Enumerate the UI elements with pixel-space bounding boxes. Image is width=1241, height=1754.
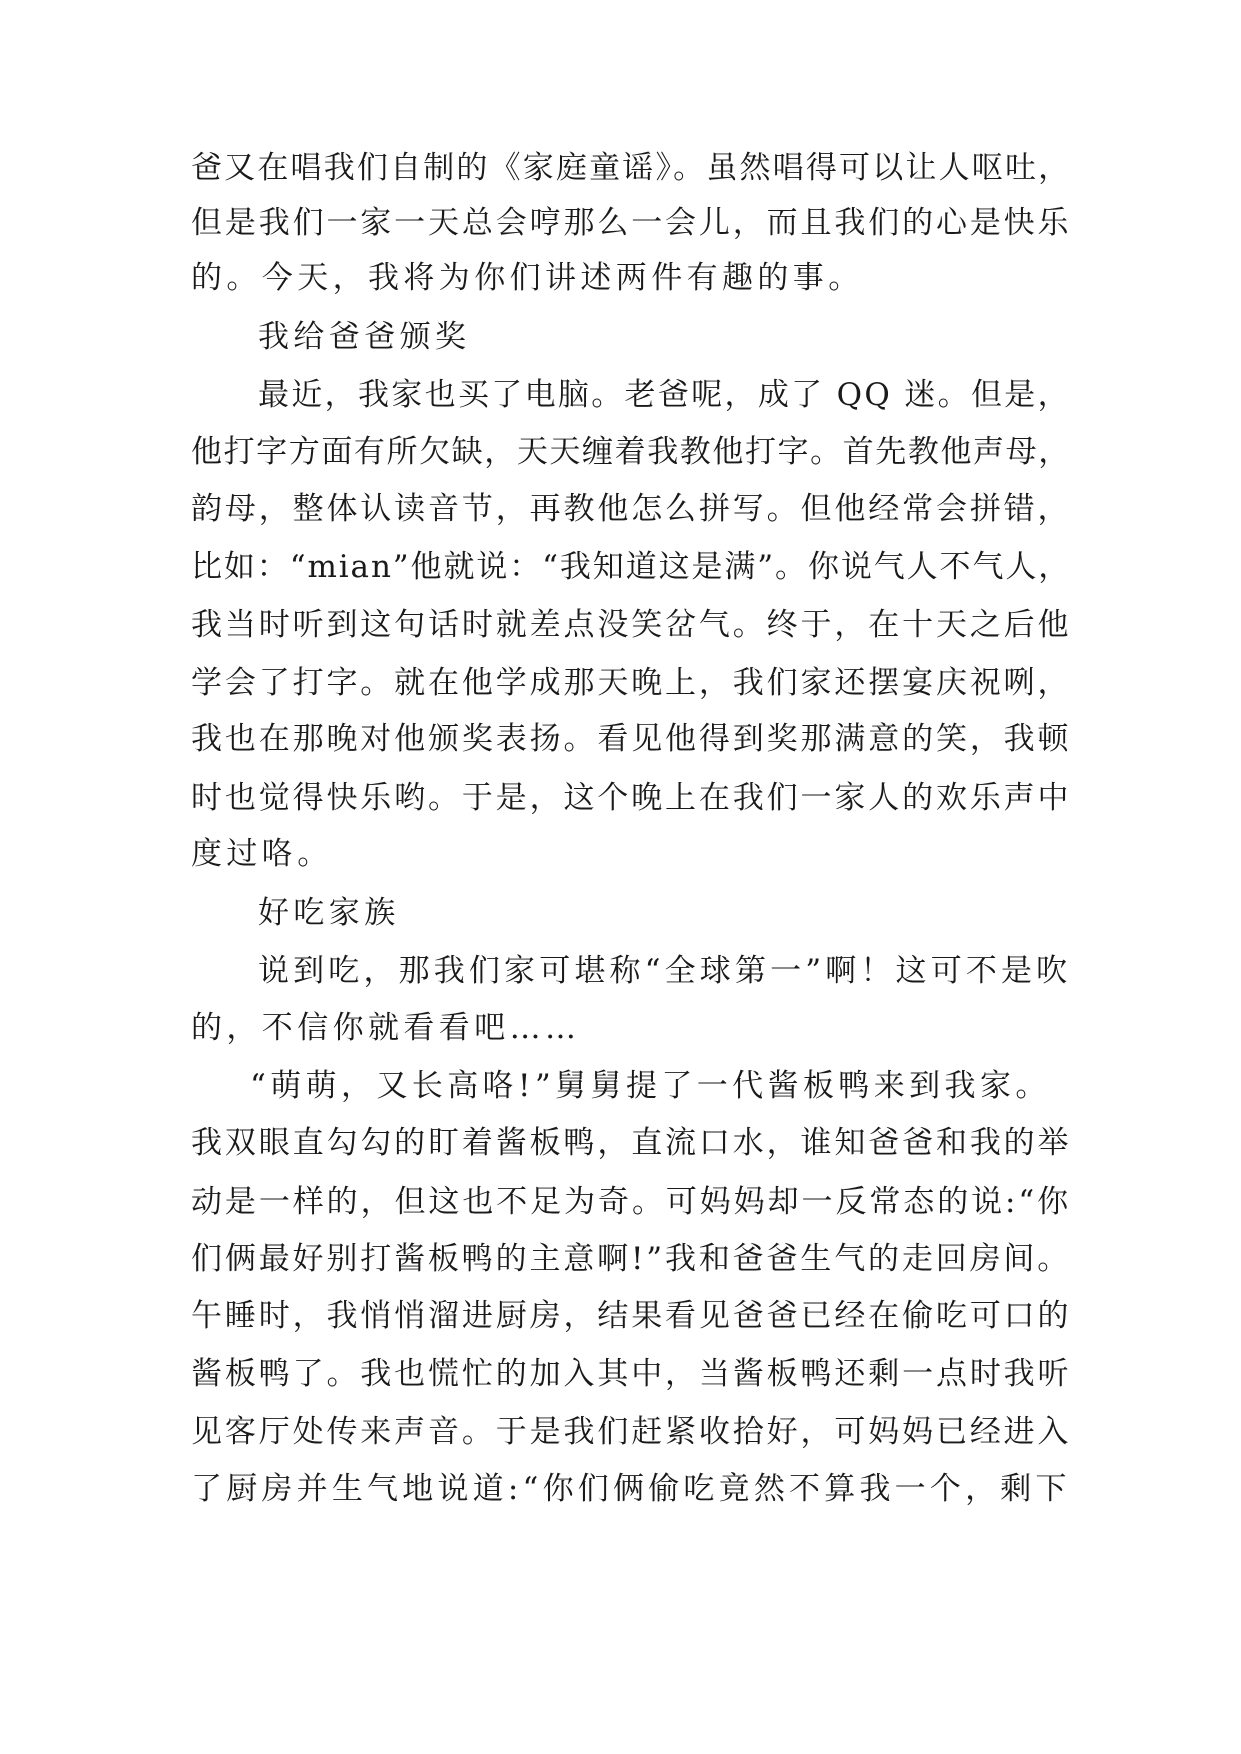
text-line: 说到吃，那我们家可堪称“全球第一”啊！这可不是吹	[258, 953, 1072, 989]
text-line: 酱板鸭了。我也慌忙的加入其中，当酱板鸭还剩一点时我听	[191, 1356, 1072, 1392]
text-line: “萌萌，又长高咯!”舅舅提了一代酱板鸭来到我家。	[250, 1068, 1051, 1104]
text-line: 爸又在唱我们自制的《家庭童谣》。虽然唱得可以让人呕吐，	[191, 150, 1072, 186]
text-line: 的，不信你就看看吧……	[191, 1010, 581, 1046]
text-line: 学会了打字。就在他学成那天晚上，我们家还摆宴庆祝咧，	[191, 665, 1072, 701]
text-line: 午睡时，我悄悄溜进厨房，结果看见爸爸已经在偷吃可口的	[191, 1298, 1072, 1334]
section-heading: 我给爸爸颁奖	[258, 319, 471, 355]
text-line: 的。今天，我将为你们讲述两件有趣的事。	[191, 260, 864, 296]
text-line: 但是我们一家一天总会哼那么一会儿，而且我们的心是快乐	[191, 205, 1072, 241]
text-line: 动是一样的，但这也不足为奇。可妈妈却一反常态的说:“你	[191, 1184, 1072, 1220]
text-line: 韵母，整体认读音节，再教他怎么拼写。但他经常会拼错，	[191, 491, 1072, 527]
text-line: 度过咯。	[191, 836, 333, 872]
section-heading: 好吃家族	[258, 895, 400, 931]
text-line: 我也在那晚对他颁奖表扬。看见他得到奖那满意的笑，我顿	[191, 721, 1072, 757]
text-line: 了厨房并生气地说道:“你们俩偷吃竟然不算我一个，剩下	[191, 1471, 1071, 1507]
text-line: 我当时听到这句话时就差点没笑岔气。终于，在十天之后他	[191, 607, 1072, 643]
text-line: 比如：“mian”他就说：“我知道这是满”。你说气人不气人，	[191, 549, 1072, 585]
text-line: 最近，我家也买了电脑。老爸呢，成了 QQ 迷。但是，	[258, 377, 1071, 413]
text-line: 们俩最好别打酱板鸭的主意啊!”我和爸爸生气的走回房间。	[191, 1241, 1072, 1277]
text-line: 见客厅处传来声音。于是我们赶紧收拾好，可妈妈已经进入	[191, 1414, 1072, 1450]
text-line: 他打字方面有所欠缺，天天缠着我教他打字。首先教他声母，	[191, 434, 1071, 470]
text-line: 我双眼直勾勾的盯着酱板鸭，直流口水，谁知爸爸和我的举	[191, 1125, 1072, 1161]
text-line: 时也觉得快乐哟。于是，这个晚上在我们一家人的欢乐声中	[191, 780, 1072, 816]
